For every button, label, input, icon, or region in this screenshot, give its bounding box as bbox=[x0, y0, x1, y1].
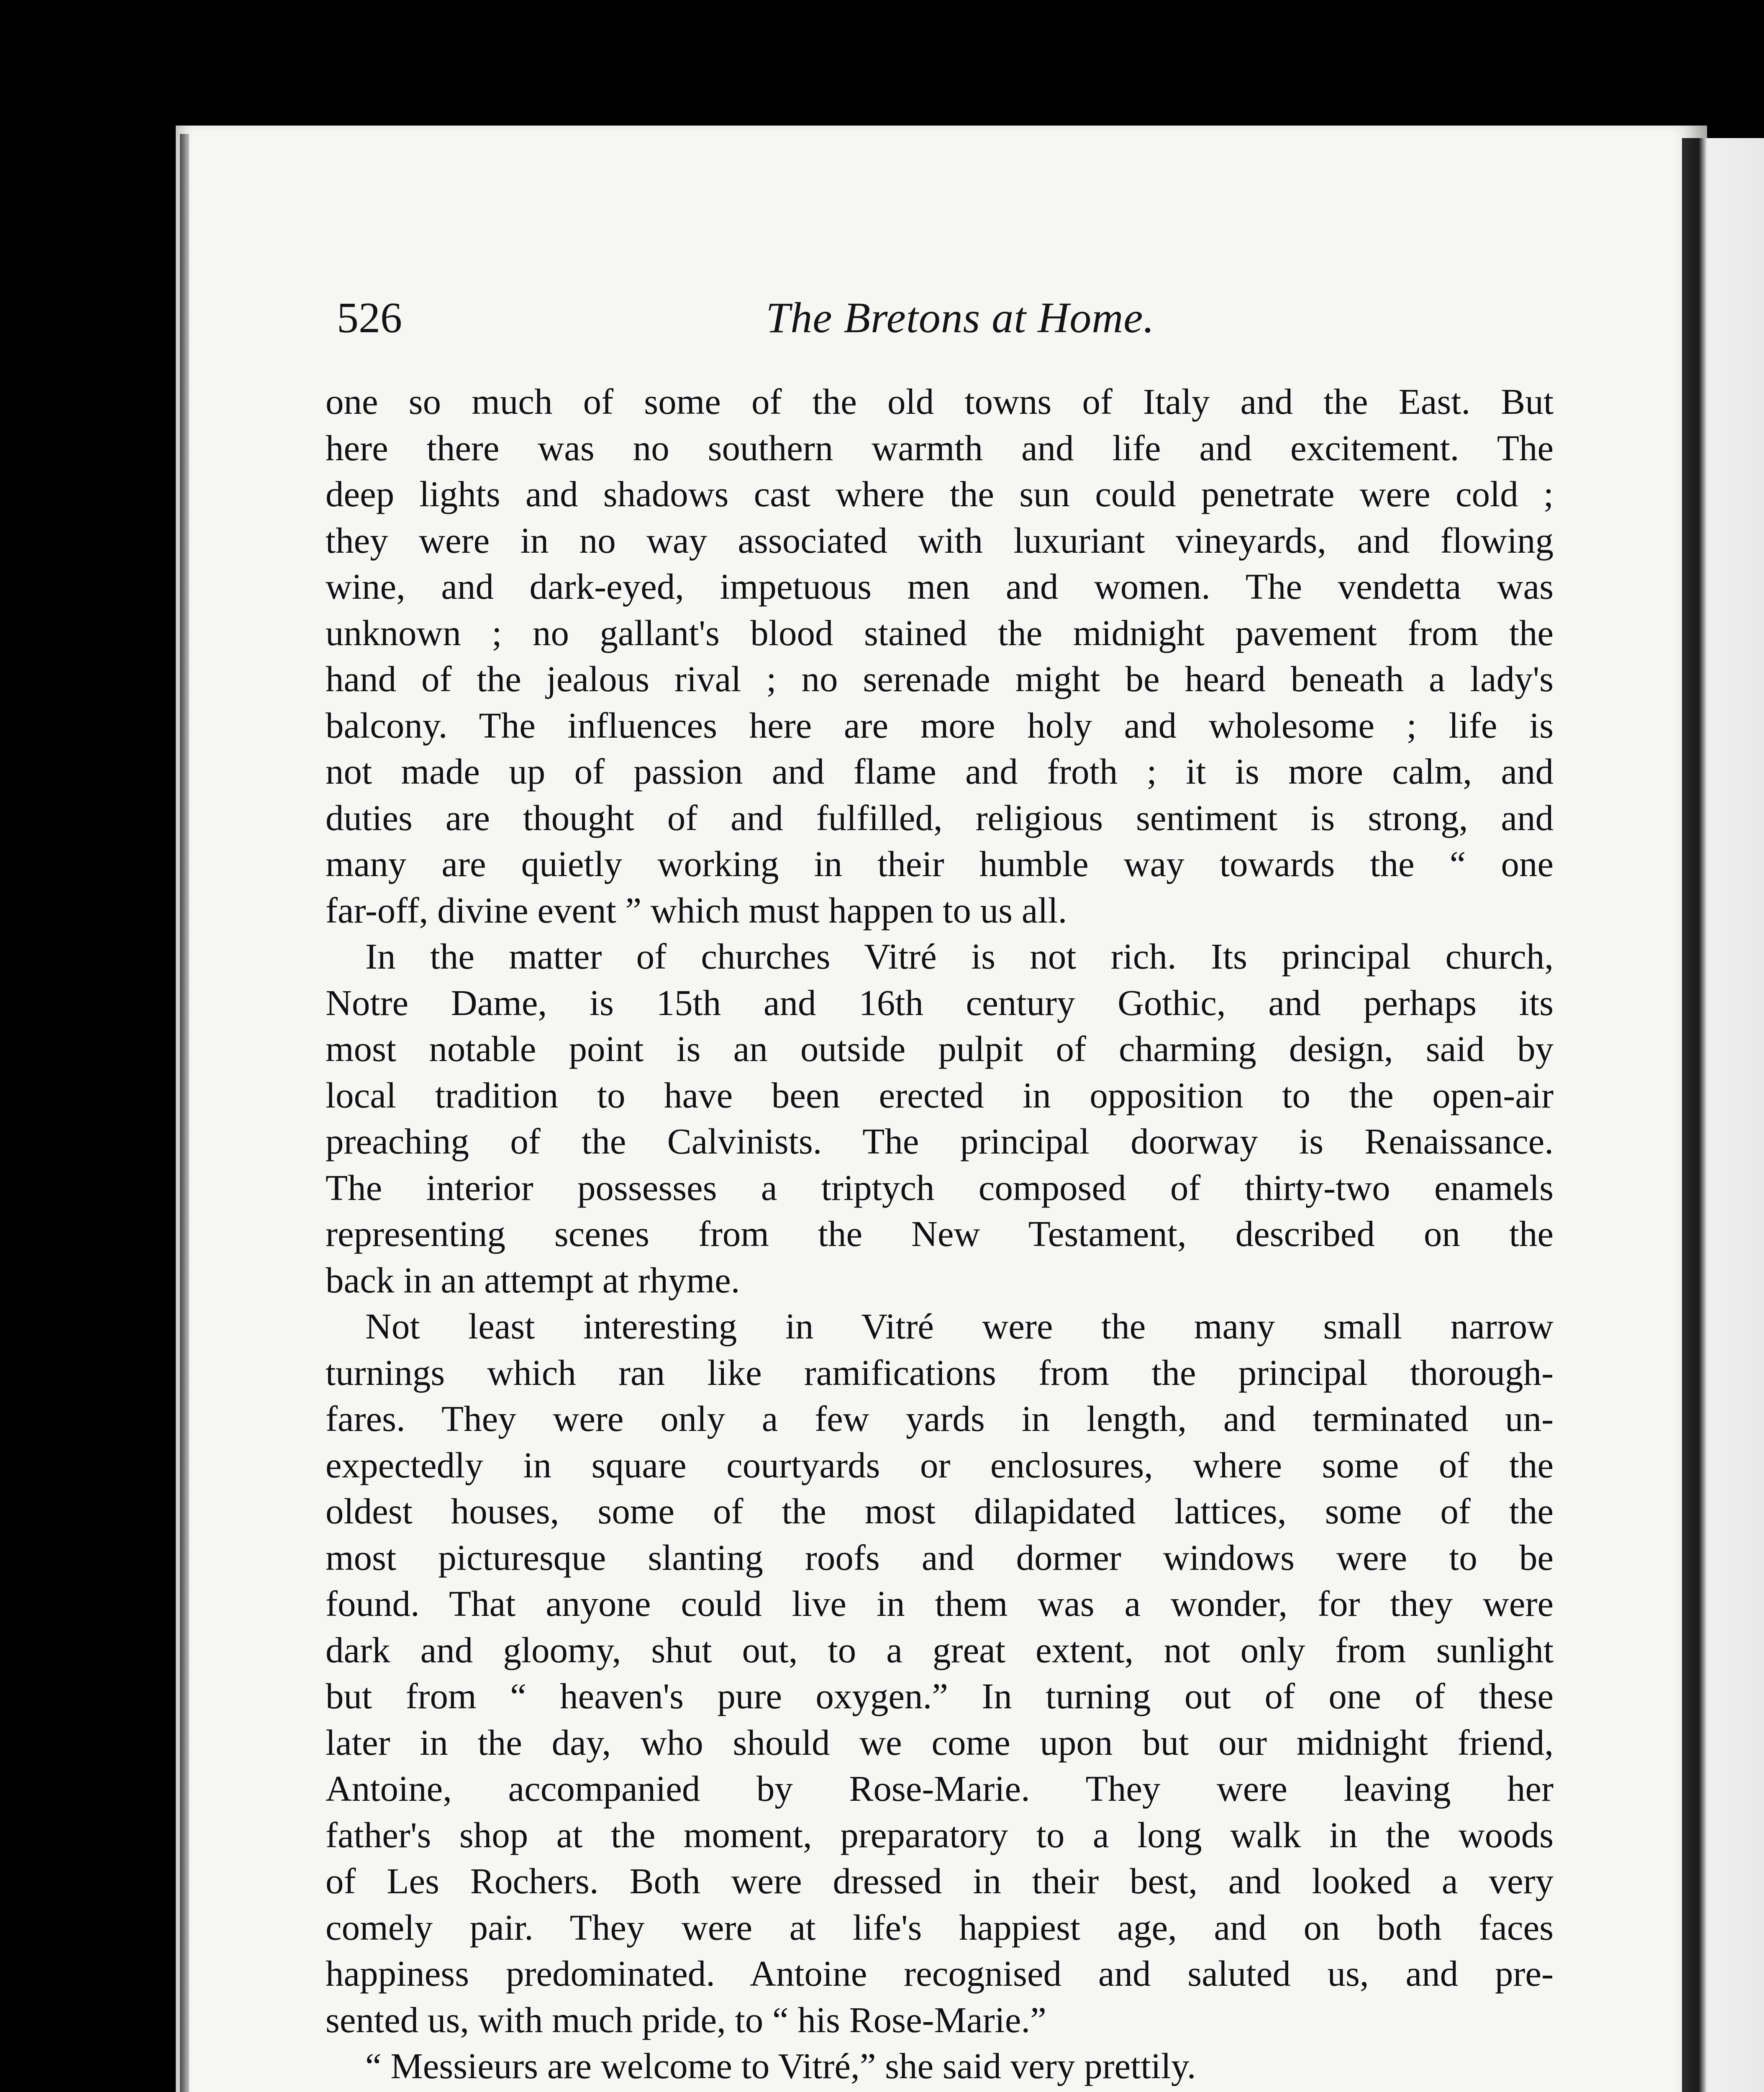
text-line: unknown ; no gallant's blood stained the midnight pavement from the bbox=[326, 612, 1554, 653]
text-line: balcony. The influences here are more holy and wholesome ; life is bbox=[326, 705, 1554, 746]
text-line: back in an attempt at rhyme. bbox=[326, 1259, 740, 1300]
text-line: far-off, divine event ” which must happen to us all. bbox=[326, 890, 1067, 931]
text-line: not made up of passion and flame and froth ; it is more calm, and bbox=[326, 751, 1554, 792]
text-line: wine, and dark-eyed, impetuous men and women. The vendetta was bbox=[326, 566, 1554, 607]
text-line: here there was no southern warmth and life and excitement. The bbox=[326, 427, 1554, 468]
text-line: deep lights and shadows cast where the sun could penetrate were cold ; bbox=[326, 474, 1554, 514]
text-line: happiness predominated. Antoine recognised and saluted us, and pre- bbox=[326, 1953, 1554, 1994]
text-line: preaching of the Calvinists. The principal doorway is Renaissance. bbox=[326, 1121, 1554, 1161]
text-line: one so much of some of the old towns of Italy and the East. But bbox=[326, 381, 1554, 422]
text-line: turnings which ran like ramifications from the principal thorough- bbox=[326, 1352, 1554, 1393]
body-text bbox=[326, 379, 1554, 2092]
running-title: The Bretons at Home. bbox=[766, 294, 1155, 342]
next-page-edge bbox=[1682, 138, 1764, 2092]
text-line: found. That anyone could live in them was a wonder, for they were bbox=[326, 1583, 1554, 1624]
text-line: local tradition to have been erected in opposition to the open-air bbox=[326, 1074, 1554, 1115]
text-line: sented us, with much pride, to “ his Rose-Marie.” bbox=[326, 1999, 1046, 2040]
text-line: Not least interesting in Vitré were the many small narrow bbox=[365, 1306, 1554, 1346]
text-line: later in the day, who should we come upon but our midnight friend, bbox=[326, 1722, 1554, 1763]
text-line: they were in no way associated with luxuriant vineyards, and flowing bbox=[326, 520, 1554, 561]
text-line: “ Messieurs are welcome to Vitré,” she said very prettily. bbox=[365, 2046, 1196, 2086]
text-line: expectedly in square courtyards or enclosures, where some of the bbox=[326, 1444, 1554, 1485]
text-line: Notre Dame, is 15th and 16th century Gothic, and perhaps its bbox=[326, 982, 1554, 1023]
text-line: comely pair. They were at life's happiest age, and on both faces bbox=[326, 1907, 1554, 1948]
page-number: 526 bbox=[337, 294, 402, 342]
text-line: many are quietly working in their humble way towards the “ one bbox=[326, 843, 1554, 884]
text-line: representing scenes from the New Testament, described on the bbox=[326, 1213, 1554, 1254]
text-line: In the matter of churches Vitré is not rich. Its principal church, bbox=[365, 936, 1554, 977]
text-line: Antoine, accompanied by Rose-Marie. They were leaving her bbox=[326, 1768, 1554, 1809]
text-line: fares. They were only a few yards in length, and terminated un- bbox=[326, 1398, 1554, 1439]
text-line: father's shop at the moment, preparatory to a long walk in the woods bbox=[326, 1814, 1554, 1855]
text-line: most notable point is an outside pulpit of charming design, said by bbox=[326, 1028, 1554, 1069]
page-gutter-edge bbox=[180, 134, 189, 2092]
text-line bbox=[326, 2089, 1554, 2092]
text-line: but from “ heaven's pure oxygen.” In turning out of one of these bbox=[326, 1676, 1554, 1716]
page-header bbox=[337, 289, 1584, 356]
text-line: of Les Rochers. Both were dressed in their best, and looked a very bbox=[326, 1861, 1554, 1901]
text-line: duties are thought of and fulfilled, religious sentiment is strong, and bbox=[326, 797, 1554, 838]
text-line: hand of the jealous rival ; no serenade might be heard beneath a lady's bbox=[326, 659, 1554, 699]
text-line: oldest houses, some of the most dilapidated lattices, some of the bbox=[326, 1491, 1554, 1531]
text-line: most picturesque slanting roofs and dormer windows were to be bbox=[326, 1537, 1554, 1578]
text-line: dark and gloomy, shut out, to a great extent, not only from sunlight bbox=[326, 1629, 1554, 1670]
text-line: The interior possesses a triptych composed of thirty-two enamels bbox=[326, 1167, 1554, 1208]
